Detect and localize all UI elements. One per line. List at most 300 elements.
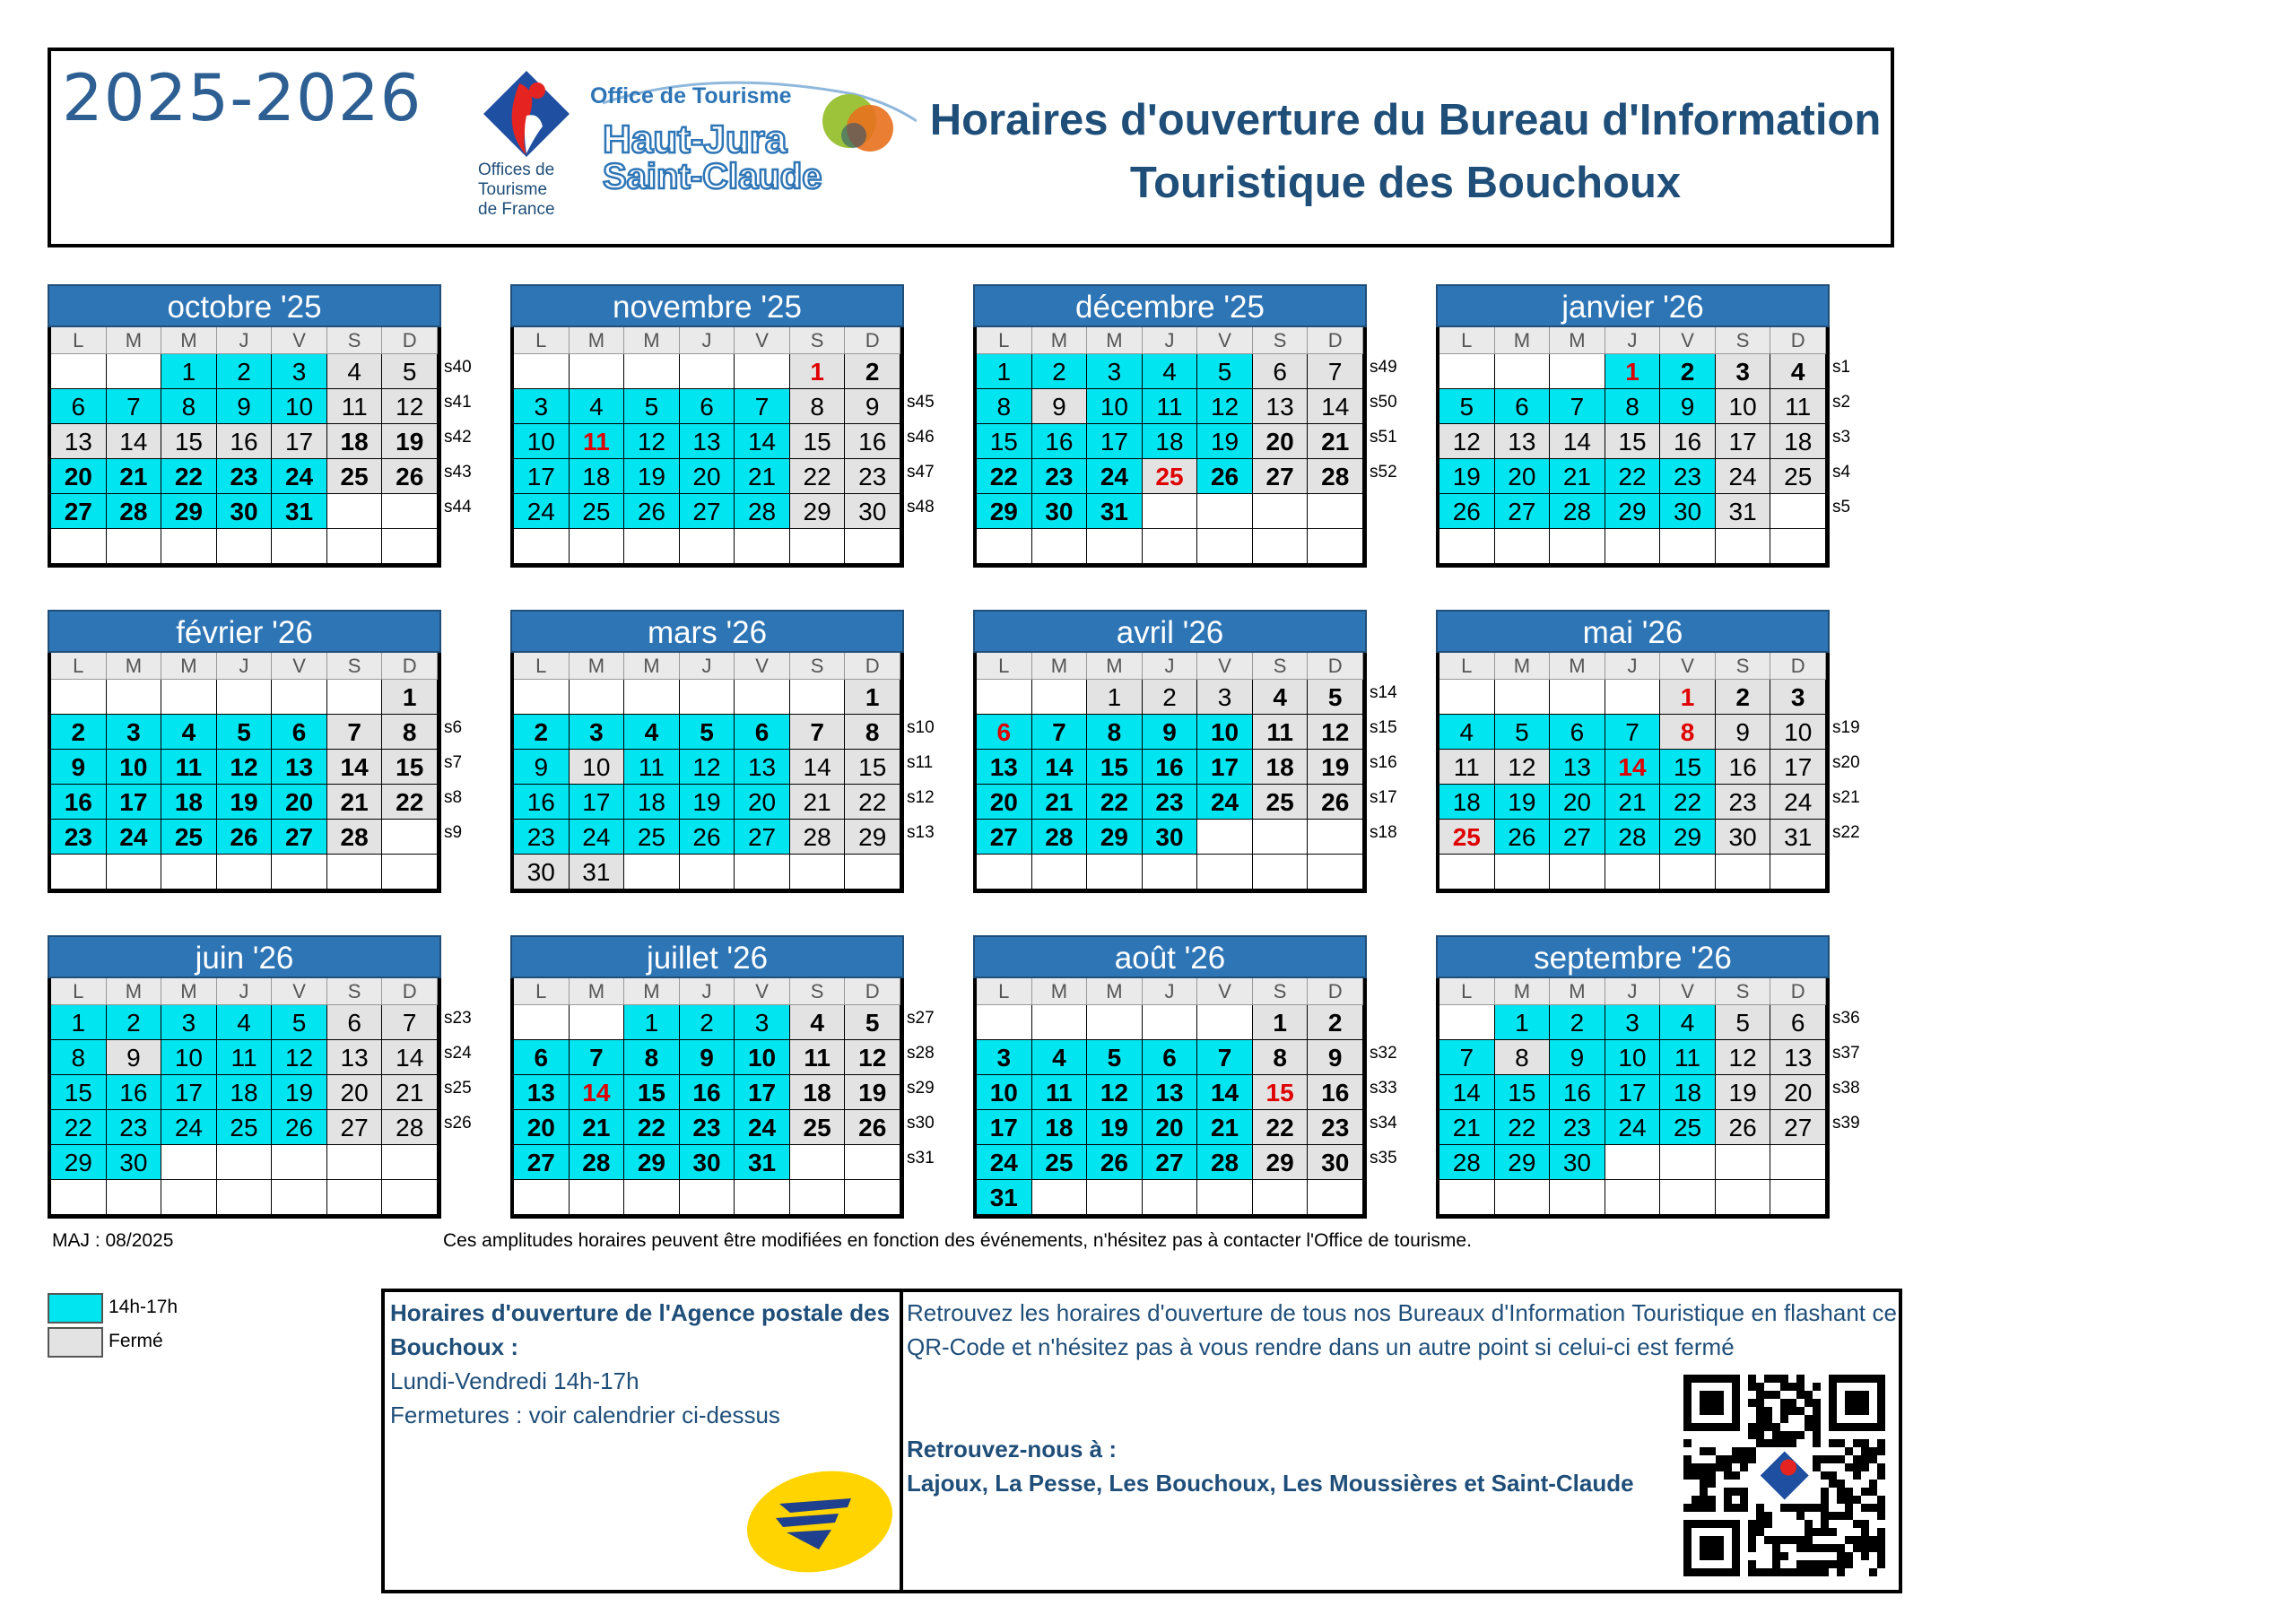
day-cell: 8 (790, 389, 846, 424)
day-cell: 19 (1197, 424, 1253, 459)
day-cell: 24 (735, 1110, 790, 1145)
weekday-header: L (51, 327, 107, 354)
day-cell: 27 (680, 494, 735, 529)
day-cell: 9 (1032, 389, 1088, 424)
title-line-1: Horaires d'ouverture du Bureau d'Information (929, 96, 1882, 144)
month-title: janvier '26 (1436, 284, 1830, 327)
empty-cell (977, 680, 1032, 715)
empty-cell (790, 680, 846, 715)
empty-cell (1605, 1180, 1661, 1215)
day-cell: 13 (680, 424, 735, 459)
day-cell: 27 (327, 1110, 383, 1145)
week-number: s45 (907, 393, 935, 412)
month-calendar (1436, 935, 1830, 1219)
day-cell: 5 (382, 354, 438, 389)
weekday-header: V (735, 327, 790, 354)
weekday-header: V (1660, 978, 1716, 1005)
day-cell: 11 (1770, 389, 1826, 424)
day-cell: 10 (570, 750, 625, 785)
empty-cell (161, 1145, 217, 1180)
day-cell: 12 (1087, 1075, 1143, 1110)
empty-cell (382, 1180, 438, 1215)
day-cell: 26 (680, 820, 735, 855)
weekday-header: M (1495, 978, 1551, 1005)
day-cell: 13 (735, 750, 790, 785)
empty-cell (1253, 1180, 1309, 1215)
day-cell: 20 (1143, 1110, 1198, 1145)
day-cell: 25 (570, 494, 625, 529)
day-cell: 14 (1032, 750, 1088, 785)
day-cell: 24 (1605, 1110, 1661, 1145)
month-grid (48, 327, 441, 568)
day-cell: 30 (1550, 1145, 1605, 1180)
weekday-header: L (1439, 327, 1495, 354)
month-calendar (973, 610, 1367, 893)
day-cell: 24 (1197, 785, 1253, 820)
day-cell: 15 (1087, 750, 1143, 785)
empty-cell (1495, 1180, 1551, 1215)
day-cell: 18 (624, 785, 680, 820)
empty-cell (1770, 494, 1826, 529)
empty-cell (327, 1180, 383, 1215)
empty-cell (1143, 494, 1198, 529)
day-cell: 29 (161, 494, 217, 529)
week-number: s47 (907, 463, 935, 482)
weekday-header: D (382, 327, 438, 354)
day-cell: 11 (327, 389, 383, 424)
day-cell: 28 (1032, 820, 1088, 855)
month-title: mars '26 (510, 610, 904, 653)
empty-cell (272, 1180, 327, 1215)
day-cell: 7 (107, 389, 162, 424)
week-number: s17 (1370, 788, 1397, 807)
empty-cell (51, 354, 107, 389)
month-grid (510, 327, 904, 568)
empty-cell (1439, 1180, 1495, 1215)
day-cell: 4 (790, 1005, 846, 1040)
month-title: mai '26 (1436, 610, 1830, 653)
weekday-header: V (735, 653, 790, 680)
empty-cell (977, 855, 1032, 890)
day-cell: 10 (107, 750, 162, 785)
empty-cell (570, 1180, 625, 1215)
day-cell: 20 (977, 785, 1032, 820)
day-cell: 19 (382, 424, 438, 459)
day-cell: 16 (51, 785, 107, 820)
day-cell: 7 (1439, 1040, 1495, 1075)
empty-cell (570, 354, 625, 389)
day-cell: 2 (107, 1005, 162, 1040)
day-cell: 7 (1197, 1040, 1253, 1075)
day-cell: 29 (1660, 820, 1716, 855)
day-cell: 26 (845, 1110, 900, 1145)
day-cell: 19 (1439, 459, 1495, 494)
empty-cell (272, 529, 327, 564)
day-cell: 5 (272, 1005, 327, 1040)
empty-cell (1660, 1145, 1716, 1180)
day-cell: 24 (161, 1110, 217, 1145)
day-cell: 13 (327, 1040, 383, 1075)
month-calendar (1436, 284, 1830, 568)
week-number: s13 (907, 823, 935, 842)
week-number: s25 (444, 1079, 472, 1098)
weekday-header: J (217, 978, 273, 1005)
empty-cell (1143, 529, 1198, 564)
week-number: s18 (1370, 823, 1397, 842)
day-cell: 17 (570, 785, 625, 820)
day-cell: 27 (514, 1145, 570, 1180)
day-cell: 9 (107, 1040, 162, 1075)
day-cell: 9 (51, 750, 107, 785)
week-number: s24 (444, 1044, 472, 1063)
day-cell: 4 (1143, 354, 1198, 389)
empty-cell (1253, 529, 1309, 564)
la-poste-logo (744, 1468, 896, 1575)
empty-cell (161, 855, 217, 890)
day-cell: 18 (1032, 1110, 1088, 1145)
empty-cell (1197, 820, 1253, 855)
weekday-header: D (1308, 327, 1363, 354)
day-cell: 20 (272, 785, 327, 820)
day-cell: 17 (107, 785, 162, 820)
weekday-header: L (977, 653, 1032, 680)
day-cell: 20 (327, 1075, 383, 1110)
empty-cell (382, 855, 438, 890)
day-cell: 4 (1253, 680, 1309, 715)
month-calendar (973, 284, 1367, 568)
day-cell: 24 (1716, 459, 1771, 494)
day-cell: 22 (1253, 1110, 1309, 1145)
week-number: s16 (1370, 753, 1397, 772)
weekday-header: J (1605, 978, 1661, 1005)
day-cell: 11 (1032, 1075, 1088, 1110)
empty-cell (1197, 1005, 1253, 1040)
empty-cell (1605, 1145, 1661, 1180)
weekday-header: M (161, 978, 217, 1005)
week-number: s49 (1370, 358, 1397, 377)
day-cell: 2 (1660, 354, 1716, 389)
day-cell: 5 (1197, 354, 1253, 389)
day-cell: 6 (1495, 389, 1551, 424)
empty-cell (570, 680, 625, 715)
day-cell: 19 (1087, 1110, 1143, 1145)
day-cell: 10 (272, 389, 327, 424)
empty-cell (624, 354, 680, 389)
day-cell: 28 (570, 1145, 625, 1180)
qr-code[interactable] (1683, 1375, 1885, 1576)
day-cell: 6 (51, 389, 107, 424)
day-cell: 1 (790, 354, 846, 389)
day-cell: 13 (1143, 1075, 1198, 1110)
week-number: s30 (907, 1114, 935, 1133)
weekday-header: L (977, 327, 1032, 354)
empty-cell (1605, 680, 1661, 715)
month-calendar (1436, 610, 1830, 893)
empty-cell (1550, 354, 1605, 389)
day-cell: 3 (161, 1005, 217, 1040)
weekday-header: V (735, 978, 790, 1005)
empty-cell (1143, 1005, 1198, 1040)
day-cell: 8 (845, 715, 900, 750)
day-cell: 28 (382, 1110, 438, 1145)
empty-cell (1253, 820, 1309, 855)
empty-cell (514, 354, 570, 389)
day-cell: 28 (1439, 1145, 1495, 1180)
day-cell: 29 (790, 494, 846, 529)
weekday-header: S (1253, 653, 1309, 680)
day-cell: 20 (1550, 785, 1605, 820)
day-cell: 18 (1439, 785, 1495, 820)
weekday-header: J (680, 978, 735, 1005)
day-cell: 28 (735, 494, 790, 529)
day-cell: 8 (382, 715, 438, 750)
empty-cell (624, 855, 680, 890)
page-title (921, 89, 1890, 214)
day-cell: 17 (1197, 750, 1253, 785)
month-title: juillet '26 (510, 935, 904, 978)
day-cell: 5 (845, 1005, 900, 1040)
day-cell: 31 (570, 855, 625, 890)
day-cell: 23 (1143, 785, 1198, 820)
day-cell: 14 (327, 750, 383, 785)
day-cell: 24 (1087, 459, 1143, 494)
day-cell: 21 (1197, 1110, 1253, 1145)
day-cell: 29 (624, 1145, 680, 1180)
empty-cell (1439, 680, 1495, 715)
day-cell: 8 (1605, 389, 1661, 424)
empty-cell (1143, 1180, 1198, 1215)
day-cell: 18 (1253, 750, 1309, 785)
weekday-header: D (1308, 653, 1363, 680)
office-tourisme-haut-jura-logo (585, 67, 917, 202)
day-cell: 3 (514, 389, 570, 424)
day-cell: 17 (514, 459, 570, 494)
day-cell: 7 (1605, 715, 1661, 750)
day-cell: 29 (1087, 820, 1143, 855)
day-cell: 11 (1143, 389, 1198, 424)
weekday-header: S (327, 978, 383, 1005)
day-cell: 30 (1143, 820, 1198, 855)
day-cell: 26 (382, 459, 438, 494)
day-cell: 28 (790, 820, 846, 855)
weekday-header: M (161, 653, 217, 680)
month-title: août '26 (973, 935, 1367, 978)
empty-cell (1550, 855, 1605, 890)
empty-cell (1308, 1180, 1363, 1215)
day-cell: 21 (327, 785, 383, 820)
day-cell: 17 (1605, 1075, 1661, 1110)
empty-cell (1308, 855, 1363, 890)
empty-cell (1550, 529, 1605, 564)
day-cell: 9 (1550, 1040, 1605, 1075)
empty-cell (1308, 529, 1363, 564)
empty-cell (1770, 529, 1826, 564)
weekday-header: L (1439, 978, 1495, 1005)
day-cell: 11 (161, 750, 217, 785)
empty-cell (1032, 680, 1088, 715)
ot-logo-line3: Saint-Claude (603, 157, 822, 196)
day-cell: 31 (735, 1145, 790, 1180)
weekday-header: M (1032, 653, 1088, 680)
weekday-header: V (272, 653, 327, 680)
empty-cell (217, 680, 273, 715)
day-cell: 21 (1032, 785, 1088, 820)
week-number: s46 (907, 428, 935, 447)
legend-closed-swatch (48, 1327, 103, 1358)
day-cell: 17 (1716, 424, 1771, 459)
month-grid (1436, 653, 1830, 893)
day-cell: 23 (1550, 1110, 1605, 1145)
month-title: octobre '25 (48, 284, 441, 327)
day-cell: 23 (217, 459, 273, 494)
day-cell: 13 (977, 750, 1032, 785)
day-cell: 6 (1253, 354, 1309, 389)
weekday-header: D (1308, 978, 1363, 1005)
day-cell: 6 (680, 389, 735, 424)
weekday-header: V (1197, 327, 1253, 354)
empty-cell (680, 1180, 735, 1215)
day-cell: 22 (790, 459, 846, 494)
day-cell: 25 (1660, 1110, 1716, 1145)
day-cell: 14 (1605, 750, 1661, 785)
weekday-header: S (790, 653, 846, 680)
month-calendar (510, 610, 904, 893)
day-cell: 8 (1660, 715, 1716, 750)
day-cell: 2 (217, 354, 273, 389)
empty-cell (1770, 855, 1826, 890)
day-cell: 15 (1605, 424, 1661, 459)
day-cell: 26 (1308, 785, 1363, 820)
week-number: s50 (1370, 393, 1397, 412)
empty-cell (735, 354, 790, 389)
empty-cell (51, 529, 107, 564)
day-cell: 31 (1770, 820, 1826, 855)
weekday-header: S (790, 327, 846, 354)
day-cell: 19 (845, 1075, 900, 1110)
day-cell: 4 (1032, 1040, 1088, 1075)
day-cell: 10 (1197, 715, 1253, 750)
day-cell: 27 (1550, 820, 1605, 855)
day-cell: 2 (1032, 354, 1088, 389)
day-cell: 14 (1197, 1075, 1253, 1110)
day-cell: 25 (1253, 785, 1309, 820)
day-cell: 4 (570, 389, 625, 424)
title-line-2: Touristique des Bouchoux (1129, 159, 1682, 207)
day-cell: 17 (1087, 424, 1143, 459)
empty-cell (1495, 354, 1551, 389)
day-cell: 24 (570, 820, 625, 855)
day-cell: 2 (51, 715, 107, 750)
week-number: s22 (1832, 823, 1860, 842)
day-cell: 4 (624, 715, 680, 750)
day-cell: 5 (1716, 1005, 1771, 1040)
day-cell: 28 (1605, 820, 1661, 855)
empty-cell (1032, 529, 1088, 564)
weekday-header: V (1197, 653, 1253, 680)
day-cell: 31 (977, 1180, 1032, 1215)
day-cell: 30 (1032, 494, 1088, 529)
day-cell: 25 (161, 820, 217, 855)
ot-logo-line1: Office de Tourisme (590, 83, 792, 108)
day-cell: 30 (1660, 494, 1716, 529)
empty-cell (790, 855, 846, 890)
day-cell: 5 (1495, 715, 1551, 750)
day-cell: 19 (680, 785, 735, 820)
empty-cell (1253, 855, 1309, 890)
day-cell: 16 (680, 1075, 735, 1110)
day-cell: 13 (514, 1075, 570, 1110)
weekday-header: D (845, 978, 900, 1005)
empty-cell (107, 855, 162, 890)
week-number: s10 (907, 718, 935, 737)
day-cell: 11 (1660, 1040, 1716, 1075)
day-cell: 18 (161, 785, 217, 820)
day-cell: 3 (107, 715, 162, 750)
day-cell: 22 (1605, 459, 1661, 494)
empty-cell (107, 529, 162, 564)
day-cell: 1 (51, 1005, 107, 1040)
week-number: s20 (1832, 753, 1860, 772)
day-cell: 9 (514, 750, 570, 785)
agence-closures: Fermetures : voir calendrier ci-dessus (390, 1402, 780, 1428)
week-number: s34 (1370, 1114, 1397, 1133)
empty-cell (382, 820, 438, 855)
empty-cell (977, 1005, 1032, 1040)
week-number: s6 (444, 718, 463, 737)
qr-info-box (901, 1289, 1902, 1593)
week-number: s37 (1832, 1044, 1860, 1063)
day-cell: 26 (217, 820, 273, 855)
day-cell: 1 (1605, 354, 1661, 389)
day-cell: 19 (272, 1075, 327, 1110)
day-cell: 6 (977, 715, 1032, 750)
day-cell: 16 (1032, 424, 1088, 459)
day-cell: 7 (382, 1005, 438, 1040)
day-cell: 16 (845, 424, 900, 459)
day-cell: 9 (1716, 715, 1771, 750)
day-cell: 18 (790, 1075, 846, 1110)
month-title: juin '26 (48, 935, 441, 978)
month-grid (510, 653, 904, 893)
day-cell: 11 (624, 750, 680, 785)
weekday-header: M (1087, 653, 1143, 680)
day-cell: 19 (1495, 785, 1551, 820)
empty-cell (1550, 680, 1605, 715)
day-cell: 23 (1716, 785, 1771, 820)
agence-postale-box (381, 1289, 903, 1593)
day-cell: 3 (1197, 680, 1253, 715)
weekday-header: M (107, 327, 162, 354)
day-cell: 31 (272, 494, 327, 529)
day-cell: 27 (1253, 459, 1309, 494)
empty-cell (1087, 1180, 1143, 1215)
week-number: s39 (1832, 1114, 1860, 1133)
day-cell: 10 (735, 1040, 790, 1075)
week-number: s9 (444, 823, 463, 842)
month-calendar (973, 935, 1367, 1219)
weekday-header: L (1439, 653, 1495, 680)
day-cell: 5 (680, 715, 735, 750)
empty-cell (790, 529, 846, 564)
empty-cell (1032, 1005, 1088, 1040)
day-cell: 16 (514, 785, 570, 820)
week-number: s52 (1370, 463, 1397, 482)
day-cell: 29 (845, 820, 900, 855)
day-cell: 26 (1197, 459, 1253, 494)
weekday-header: M (1550, 978, 1605, 1005)
day-cell: 20 (1253, 424, 1309, 459)
day-cell: 3 (570, 715, 625, 750)
